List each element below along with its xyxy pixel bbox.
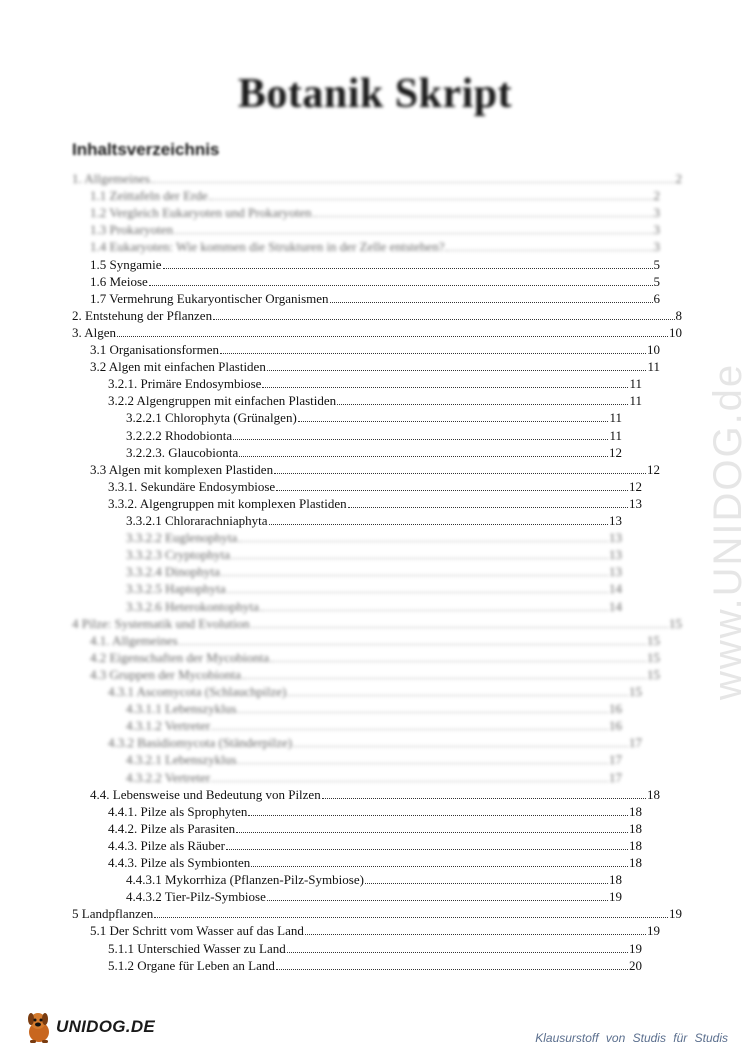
toc-entry-title: 4.4. Lebensweise und Bedeutung von Pilzen (90, 786, 321, 802)
toc-leader-dots (238, 540, 608, 542)
toc-entry-page: 3 (653, 222, 660, 238)
toc-entry-title: 5.1.1 Unterschied Wasser zu Land (108, 940, 286, 956)
toc-leader-dots (154, 916, 668, 918)
toc-entry (108, 477, 642, 494)
toc-leader-dots (330, 301, 653, 303)
toc-entry (90, 460, 660, 477)
toc-entry-title: 4.3.2.1 Lebenszyklus (126, 752, 237, 768)
toc-entry-title: 1.1 Zeittafeln der Erde (90, 188, 208, 204)
toc-entry-page: 15 (647, 632, 660, 648)
toc-entry (72, 323, 682, 340)
toc-entry (108, 391, 642, 408)
toc-entry-page: 11 (609, 410, 622, 426)
toc-leader-dots (151, 181, 675, 183)
toc-entry-page: 12 (609, 444, 622, 460)
toc-entry (90, 357, 660, 374)
toc-entry (126, 545, 622, 562)
toc-entry-title: 1.4 Eukaryoten: Wie kommen die Strukturen in der Zelle entstehen? (90, 239, 445, 255)
toc-entry-page: 19 (647, 923, 660, 939)
toc-leader-dots (260, 609, 608, 611)
toc-entry (90, 255, 660, 272)
toc-entry-title: 4.4.3.2 Tier-Pilz-Symbiose (126, 889, 266, 905)
unidog-logo (24, 1010, 155, 1044)
toc-entry (126, 870, 622, 887)
toc-entry-title: 3.1 Organisationsformen (90, 342, 220, 357)
toc-entry-title: 3.3 Algen mit komplexen Plastiden (90, 461, 274, 477)
toc-leader-dots (276, 489, 628, 491)
toc-entry (126, 408, 622, 425)
toc-entry-page: 11 (629, 393, 642, 409)
toc-entry-page: 19 (609, 889, 622, 905)
toc-entry-page: 15 (647, 666, 660, 682)
toc-entry-page: 13 (609, 513, 622, 528)
toc-entry (126, 699, 622, 716)
toc-entry (90, 785, 660, 802)
toc-entry-page: 16 (609, 701, 622, 717)
toc-entry-page: 19 (669, 906, 682, 922)
toc-leader-dots (287, 694, 628, 696)
toc-entry-page: 18 (629, 837, 642, 853)
toc-leader-dots (179, 643, 646, 645)
toc-entry-title: 2. Entstehung der Pflanzen (72, 307, 213, 323)
toc-entry (72, 306, 682, 323)
toc-leader-dots (365, 882, 608, 884)
toc-entry-page: 8 (675, 307, 682, 323)
logo-text: UNIDOG.DE (56, 1017, 156, 1036)
toc-entry (90, 186, 660, 203)
toc-entry-page: 12 (629, 478, 642, 494)
toc-entry-title: 4.4.2. Pilze als Parasiten (108, 820, 236, 836)
toc-leader-dots (322, 797, 646, 799)
toc-entry-title: 3.3.2.4 Dinophyta (126, 564, 220, 580)
toc-entry-page: 14 (609, 598, 622, 614)
toc-entry-title: 4.1. Allgemeines (90, 632, 178, 648)
toc-leader-dots (337, 403, 628, 405)
toc-entry (108, 494, 642, 511)
toc-entry-page: 11 (609, 427, 622, 443)
toc-entry-title: 1.3 Prokaryoten (90, 222, 174, 238)
toc-entry-page: 19 (629, 940, 642, 956)
toc-entry-page: 2 (675, 171, 682, 186)
document-title: Botanik Skript (237, 71, 513, 117)
toc-entry-title: 3.2.1. Primäre Endosymbiose (108, 376, 262, 392)
toc-heading: Inhaltsverzeichnis (72, 140, 220, 159)
toc-leader-dots (305, 933, 646, 935)
toc-entry-title: 3.3.2.5 Haptophyta (126, 581, 226, 597)
toc-entry-page: 12 (647, 461, 660, 477)
toc-entry-page: 20 (629, 957, 642, 973)
toc-entry (126, 426, 622, 443)
toc-entry-page: 13 (609, 530, 622, 546)
toc-entry-page: 11 (629, 376, 642, 392)
toc-entry-page: 3 (653, 239, 660, 255)
toc-entry-title: 1.5 Syngamie (90, 256, 162, 272)
toc-entry-page: 5 (653, 256, 660, 272)
toc-entry-title: 3.3.2.2 Euglenophyta (126, 530, 238, 546)
toc-entry (126, 528, 622, 545)
toc-entry-title: 1. Allgemeines (72, 171, 150, 186)
toc-entry-page: 13 (609, 547, 622, 563)
toc-leader-dots (174, 232, 652, 234)
toc-entry-title: 4.4.3. Pilze als Symbionten (108, 855, 251, 870)
toc-entry-title: 5.1 Der Schritt vom Wasser auf das Land (90, 923, 304, 939)
toc-entry-title: 3.2 Algen mit einfachen Plastiden (90, 359, 266, 375)
toc-entry (108, 733, 642, 750)
toc-entry (126, 511, 622, 528)
toc-entry (108, 853, 642, 870)
toc-leader-dots (149, 284, 653, 286)
toc-entry-page: 15 (647, 649, 660, 665)
toc-entry-title: 3.3.2.6 Heterokontophyta (126, 598, 259, 614)
toc-entry-title: 5 Landpflanzen (72, 906, 154, 922)
toc-entry-page: 16 (609, 718, 622, 734)
toc-entry-title: 5.1.2 Organe für Leben an Land (108, 957, 275, 973)
toc-entry-title: 1.2 Vergleich Eukaryoten und Prokaryoten (90, 205, 312, 221)
toc-entry (90, 631, 660, 648)
toc-entry (90, 237, 660, 254)
toc-entry-title: 3.2.2 Algengruppen mit einfachen Plastiden (108, 393, 337, 409)
toc-leader-dots (213, 318, 674, 320)
toc-entry (108, 819, 642, 836)
toc-leader-dots (262, 386, 628, 388)
toc-entry (126, 887, 622, 904)
toc-entry-title: 1.6 Meiose (90, 273, 148, 289)
toc-entry-page: 15 (669, 615, 682, 631)
toc-entry-page: 17 (629, 735, 642, 751)
toc-entry-page: 17 (609, 752, 622, 768)
toc-leader-dots (221, 574, 608, 576)
toc-entry-page: 17 (609, 769, 622, 785)
toc-leader-dots (248, 814, 628, 816)
toc-entry-title: 3.3.2. Algengruppen mit komplexen Plastiden (108, 495, 347, 511)
toc-entry-title: 4.4.3.1 Mykorrhiza (Pflanzen-Pilz-Symbiose) (126, 872, 364, 888)
toc-entry (72, 169, 682, 186)
toc-entry-title: 4.3.1 Ascomycota (Schlauchpilze) (108, 684, 287, 699)
toc-leader-dots (267, 369, 647, 371)
toc-entry-title: 4.2 Eigenschaften der Mycobionta (90, 649, 270, 665)
toc-leader-dots (293, 745, 628, 747)
toc-entry-page: 10 (647, 342, 660, 357)
toc-leader-dots (251, 865, 628, 867)
toc-entry-title: 4.4.3. Pilze als Räuber (108, 837, 225, 853)
toc-entry (108, 374, 642, 391)
toc-entry-page: 18 (647, 786, 660, 802)
toc-entry (90, 272, 660, 289)
toc-leader-dots (226, 848, 628, 850)
toc-entry (90, 340, 660, 357)
toc-entry (90, 220, 660, 237)
toc-entry-page: 10 (669, 324, 682, 340)
toc-leader-dots (270, 660, 646, 662)
toc-entry-page: 11 (647, 359, 660, 375)
toc-entry (90, 921, 660, 938)
toc-leader-dots (269, 523, 608, 525)
toc-entry-title: 3. Algen (72, 324, 117, 340)
toc-leader-dots (237, 711, 608, 713)
toc-entry (126, 579, 622, 596)
toc-entry (72, 904, 682, 921)
toc-leader-dots (163, 267, 653, 269)
toc-entry (90, 648, 660, 665)
toc-entry-page: 18 (629, 820, 642, 836)
toc-entry-title: 3.3.1. Sekundäre Endosymbiose (108, 478, 276, 494)
toc-leader-dots (267, 899, 608, 901)
toc-entry-page: 18 (609, 872, 622, 888)
dog-icon (24, 1010, 54, 1044)
toc-entry-page: 2 (653, 188, 660, 204)
toc-entry (108, 802, 642, 819)
toc-leader-dots (211, 728, 608, 730)
toc-entry-title: 4.3.1.2 Vertreter (126, 718, 211, 734)
toc-leader-dots (242, 677, 646, 679)
toc-leader-dots (227, 591, 608, 593)
toc-leader-dots (274, 472, 646, 474)
toc-entry-title: 4.4.1. Pilze als Sprophyten (108, 803, 248, 819)
toc-entry-title: 3.3.2.3 Cryptophyta (126, 547, 230, 563)
toc-entry (108, 939, 642, 956)
toc-entry-title: 4.3 Gruppen der Mycobionta (90, 666, 241, 682)
toc-leader-dots (239, 455, 608, 457)
toc-leader-dots (276, 968, 628, 970)
toc-entry (126, 768, 622, 785)
toc-leader-dots (287, 951, 628, 953)
toc-entry-page: 6 (653, 290, 660, 306)
toc-leader-dots (237, 762, 608, 764)
toc-entry (90, 665, 660, 682)
footer-tagline: Klausurstoff von Studis für Studis (535, 1031, 728, 1045)
toc-leader-dots (211, 780, 608, 782)
toc-leader-dots (233, 438, 608, 440)
toc-leader-dots (298, 420, 609, 422)
toc-entry (126, 597, 622, 614)
toc-leader-dots (348, 506, 628, 508)
toc-entry-page: 3 (653, 205, 660, 221)
toc-entry-title: 3.2.2.2 Rhodobionta (126, 427, 233, 443)
toc-entry-title: 4.3.1.1 Lebenszyklus (126, 701, 237, 717)
toc-entry (126, 562, 622, 579)
toc-leader-dots (236, 831, 628, 833)
watermark: www.UNIDOG.de (706, 362, 750, 700)
toc-leader-dots (117, 335, 668, 337)
toc-entry-page: 13 (629, 495, 642, 511)
toc-entry-title: 3.2.2.3. Glaucobionta (126, 444, 239, 460)
toc-entry-page: 14 (609, 581, 622, 597)
toc-entry-title: 4.3.2.2 Vertreter (126, 769, 211, 785)
toc-entry-title: 4.3.2 Basidiomycota (Ständerpilze) (108, 735, 293, 751)
toc-leader-dots (251, 626, 668, 628)
toc-entry-page: 18 (629, 803, 642, 819)
toc-leader-dots (220, 352, 646, 354)
toc-leader-dots (445, 249, 652, 251)
toc-entry (90, 203, 660, 220)
toc-entry-page: 13 (609, 564, 622, 580)
toc-entry (108, 682, 642, 699)
toc-entry-title: 1.7 Vermehrung Eukaryontischer Organismen (90, 290, 329, 306)
toc-entry-page: 18 (629, 855, 642, 870)
toc-entry-title: 4 Pilze: Systematik und Evolution (72, 615, 250, 631)
toc-leader-dots (231, 557, 608, 559)
toc-leader-dots (209, 198, 653, 200)
toc-entry (126, 750, 622, 767)
toc-entry (126, 716, 622, 733)
toc-entry-title: 3.2.2.1 Chlorophyta (Grünalgen) (126, 410, 297, 426)
toc-entry (72, 614, 682, 631)
toc-entry (126, 443, 622, 460)
toc-entry (108, 956, 642, 973)
toc-entry (108, 836, 642, 853)
toc-entry (90, 289, 660, 306)
toc-entry-page: 15 (629, 684, 642, 699)
toc-entry-title: 3.3.2.1 Chlorarachniaphyta (126, 513, 268, 528)
toc-leader-dots (313, 215, 653, 217)
toc-entry-page: 5 (653, 273, 660, 289)
